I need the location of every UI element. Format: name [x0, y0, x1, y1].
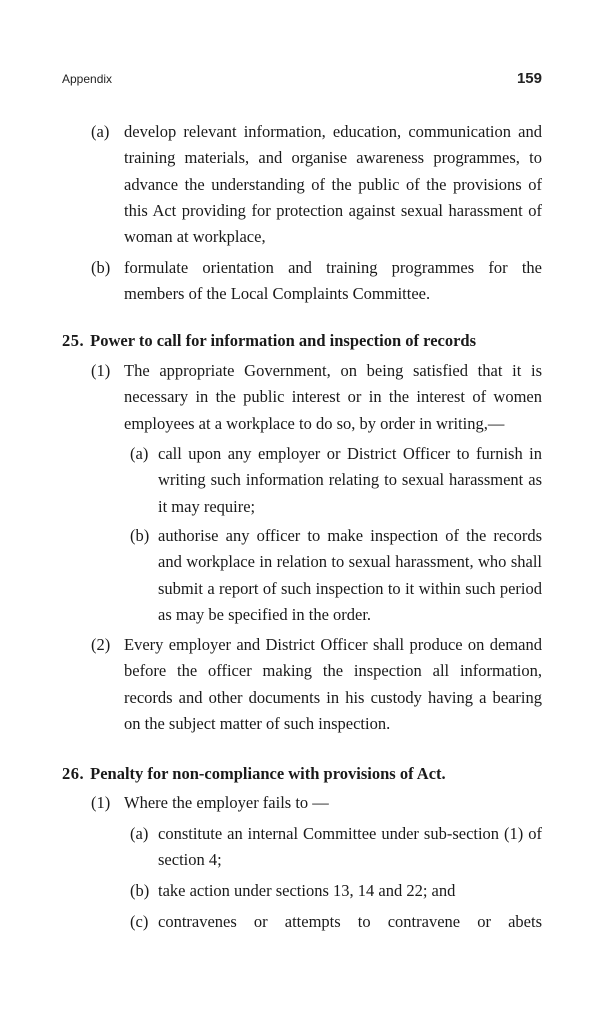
list-item	[91, 255, 542, 308]
clause-text: authorise any officer to make inspection of the records and workplace in relation to sexual harassment, who shall submit a report of such inspection to it within such period as may be specified in the order.	[158, 526, 542, 624]
clause-label: (b)	[130, 881, 150, 900]
section-title: Penalty for non-compliance with provisions of Act.	[90, 764, 446, 783]
section-number: 26.	[62, 764, 85, 783]
clause	[130, 821, 542, 874]
list-item	[91, 119, 542, 250]
clause-text: take action under sections 13, 14 and 22; and	[158, 881, 456, 900]
item-text: formulate orientation and training programmes for the members of the Local Complaints Committee.	[124, 258, 542, 304]
clause-text: constitute an internal Committee under sub-section (1) of section 4;	[158, 824, 542, 870]
section-heading	[62, 761, 446, 787]
running-header: Appendix	[62, 72, 113, 86]
clause-text: contravenes or attempts to contravene or abets	[158, 912, 542, 931]
clause	[130, 441, 542, 520]
subsection-label: (1)	[91, 361, 111, 380]
clause-label: (b)	[130, 526, 150, 545]
subsection	[91, 632, 542, 737]
section-heading	[62, 328, 476, 354]
page-number: 159	[516, 70, 542, 87]
subsection-label: (1)	[91, 793, 111, 812]
item-text: develop relevant information, education, communication and training materials, and organise awareness programmes, to advance the understanding of the public of the provisions of this Act providing for protection against sexual harassment of woman at workplace,	[124, 122, 542, 247]
subsection-text: The appropriate Government, on being satisfied that it is necessary in the public interest or in the interest of women employees at a workplace to do so, by order in writing,—	[124, 361, 542, 433]
clause-label: (a)	[130, 444, 149, 463]
clause	[130, 909, 542, 935]
clause-text: call upon any employer or District Officer to furnish in writing such information relating to sexual harassment as it may require;	[158, 444, 542, 516]
subsection-text: Every employer and District Officer shall produce on demand before the officer making the inspection all information, records and other documents in his custody having a bearing on the subject matter of such inspection.	[124, 635, 542, 733]
subsection-text: Where the employer fails to —	[124, 793, 329, 812]
clause	[130, 523, 542, 628]
item-label: (a)	[91, 122, 110, 141]
section-number: 25.	[62, 331, 85, 350]
clause-label: (c)	[130, 912, 149, 931]
subsection	[91, 790, 542, 816]
section-title: Power to call for information and inspection of records	[90, 331, 477, 350]
clause	[130, 878, 542, 904]
subsection-label: (2)	[91, 635, 111, 654]
subsection	[91, 358, 542, 437]
clause-label: (a)	[130, 824, 149, 843]
item-label: (b)	[91, 258, 111, 277]
